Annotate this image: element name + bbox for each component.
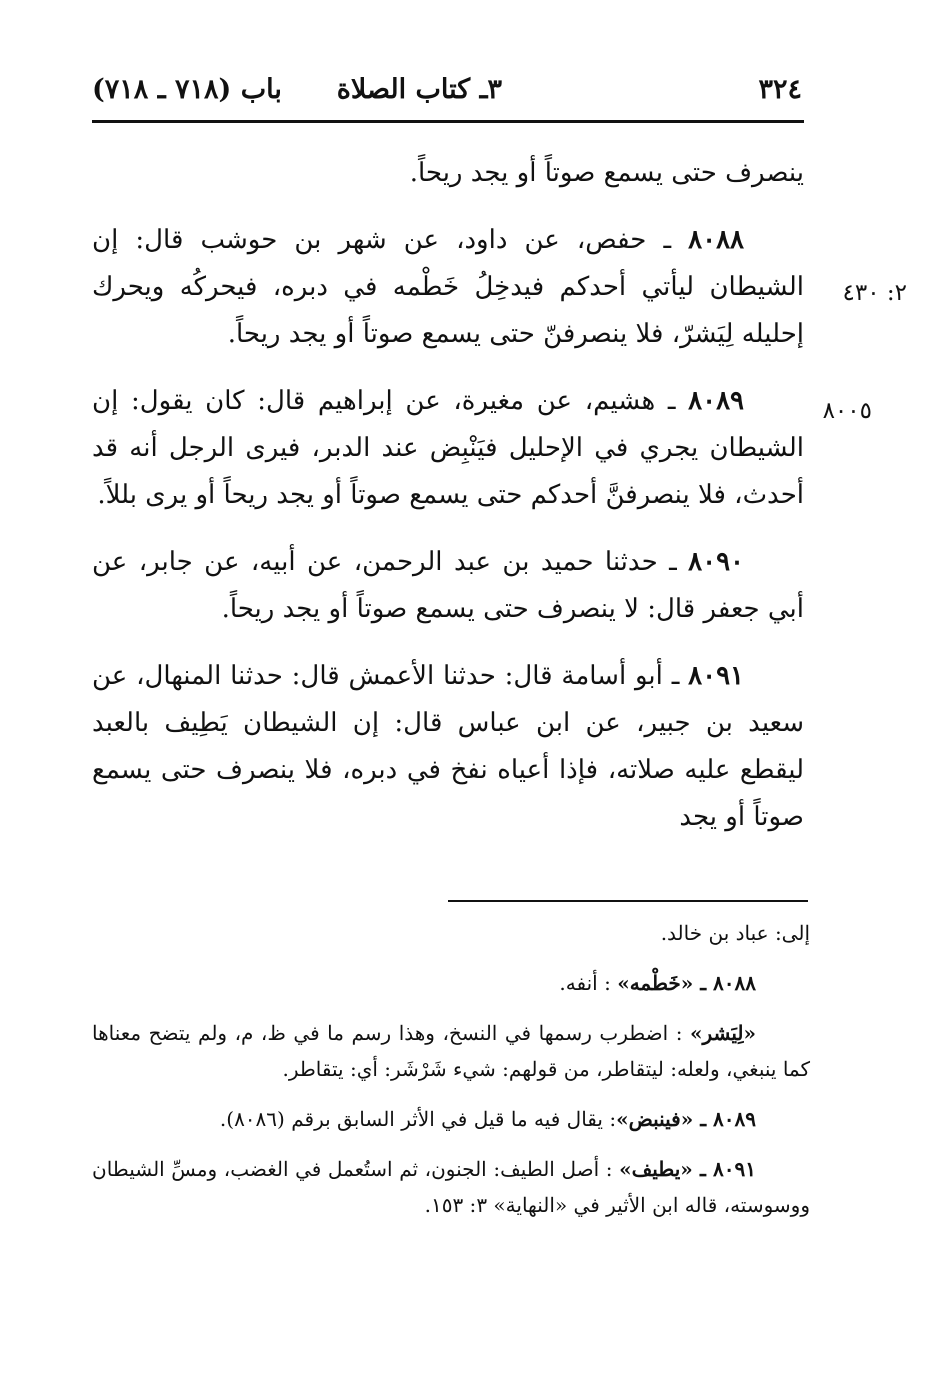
paragraph-text: ينصرف حتى يسمع صوتاً أو يجد ريحاً. [409, 158, 804, 188]
paragraph-text: ـ أبو أسامة قال: حدثنا الأعمش قال: حدثنا المنهال، عن سعيد بن جبير، عن ابن عباس قال: إن الشيطان يَطِيف بالعبد ليقطع عليه صلاته، فإذا أعياه نفخ في دبره، فلا ينصرف حتى يسمع صوتاً أو يجد [92, 661, 804, 832]
chapter-heading: باب (٧١٨ ـ ٧١٨) [92, 74, 282, 105]
footnote-lead: ٨٠٨٩ ـ «فينبض» [616, 1107, 756, 1131]
main-text [92, 150, 804, 861]
footnote [92, 1101, 810, 1137]
hadith-8089 [92, 378, 804, 519]
margin-reference: ٨٠٠٥ [822, 398, 872, 424]
footnote [92, 1151, 810, 1223]
hadith-8090 [92, 539, 804, 633]
hadith-number: ٨٠٩٠ [688, 547, 744, 577]
paragraph-continuation [92, 150, 804, 197]
footnote [92, 965, 810, 1001]
footnote-lead: «لِيَشر» [689, 1021, 756, 1045]
footnote-text: : يقال فيه ما قيل في الأثر السابق برقم (٨٠٨٦). [219, 1107, 617, 1131]
footnote-text: : اضطرب رسمها في النسخ، وهذا رسم ما في ظ، م، ولم يتضح معناها كما ينبغي، ولعله: ليتقاطر، من قولهم: شيء شَرْشَر: أي: يتقاطر. [92, 1021, 810, 1081]
paragraph-text: ـ حفص، عن داود، عن شهر بن حوشب قال: إن الشيطان ليأتي أحدكم فيدخِلُ خَطْمه في دبره، فيحركُه ويحرك إحليله لِيَشرّ، فلا ينصرفنّ حتى يسمع صوتاً أو يجد ريحاً. [92, 225, 804, 349]
hadith-8091 [92, 653, 804, 841]
footnote-text: : أنفه. [559, 971, 618, 995]
footnote [92, 1015, 810, 1087]
hadith-number: ٨٠٨٩ [688, 386, 744, 416]
footnote-text: إلى: عباد بن خالد. [660, 921, 810, 945]
paragraph-text: ـ هشيم، عن مغيرة، عن إبراهيم قال: كان يقول: إن الشيطان يجري في الإحليل فيَنْبِض عند الدبر، فيرى الرجل أنه قد أحدث، فلا ينصرفنَّ أحدكم حتى يسمع صوتاً أو يجد ريحاً أو يرى بللاً. [92, 386, 804, 510]
page-number: ٣٢٤ [758, 74, 802, 105]
footnotes [92, 915, 810, 1237]
hadith-number: ٨٠٨٨ [688, 225, 744, 255]
footnote [92, 915, 810, 951]
paragraph-text: ـ حدثنا حميد بن عبد الرحمن، عن أبيه، عن جابر، عن أبي جعفر قال: لا ينصرف حتى يسمع صوتاً أو يجد ريحاً. [92, 547, 804, 624]
running-header [92, 70, 802, 120]
footnote-lead: ٨٠٩١ ـ «يطيف» [619, 1157, 756, 1181]
footnote-text: : أصل الطيف: الجنون، ثم استُعمل في الغضب، ومسِّ الشيطان ووسوسته، قاله ابن الأثير في «النهاية» ٣: ١٥٣. [92, 1157, 810, 1217]
margin-reference: ٢: ٤٣٠ [842, 280, 907, 306]
footnote-rule [448, 900, 808, 902]
footnote-lead: ٨٠٨٨ ـ «خَطْمه» [617, 971, 756, 995]
book-title: ٣ـ كتاب الصلاة [336, 74, 502, 105]
header-rule [92, 120, 804, 123]
hadith-number: ٨٠٩١ [688, 661, 744, 691]
hadith-8088 [92, 217, 804, 358]
